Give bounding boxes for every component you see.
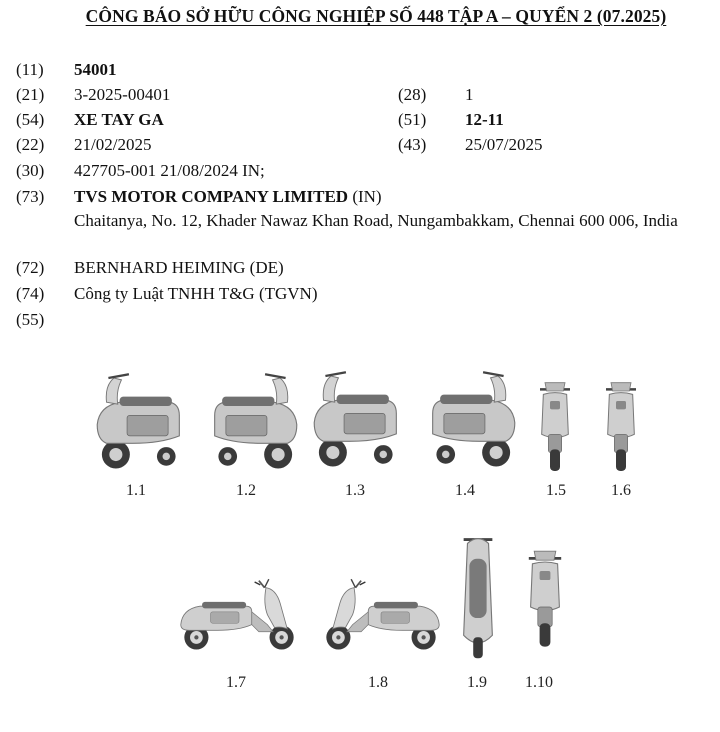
locarno-class: 12-11 [465,110,504,129]
owner-country: (IN) [348,187,382,206]
field-code: (51) [398,110,427,129]
figure-1-1-scooter-image [86,366,198,474]
figure-1-5-scooter-image [530,376,580,476]
figure-1-2-scooter-image [196,366,308,474]
registration-number: 54001 [74,60,117,79]
field-code: (11) [16,60,44,79]
gazette-header: CÔNG BÁO SỞ HỮU CÔNG NGHIỆP SỐ 448 TẬP A – QUYỂN 2 (07.2025) [85,6,667,26]
figure-caption: 1.7 [226,674,246,691]
field-code: (28) [398,85,427,104]
figure-1-7-scooter-image [168,568,310,660]
owner-name: TVS MOTOR COMPANY LIMITED [74,187,349,206]
figure-1-10-scooter-image [518,532,572,664]
design-title: XE TAY GA [74,110,164,129]
figure-1-4-scooter-image [414,362,526,474]
field-code: (55) [16,310,45,329]
priority-data: 427705-001 21/08/2024 IN; [74,161,265,180]
figure-caption: 1.2 [236,482,256,499]
field-code: (73) [16,187,45,206]
figure-caption: 1.5 [546,482,566,499]
figure-1-9-scooter-image [454,530,502,664]
owner-address: Chaitanya, No. 12, Khader Nawaz Khan Road, Nungambakkam, Chennai 600 006, India [74,211,678,230]
application-number: 3-2025-00401 [74,85,171,104]
field-code: (43) [398,135,427,154]
figure-caption: 1.3 [345,482,365,499]
field-code: (30) [16,161,45,180]
figure-caption: 1.8 [368,674,388,691]
field-code: (22) [16,135,45,154]
designer: BERNHARD HEIMING (DE) [74,258,284,277]
figure-caption: 1.1 [126,482,146,499]
publication-date: 25/07/2025 [465,135,543,154]
figure-caption: 1.4 [455,482,475,499]
field-code: (74) [16,284,45,303]
agent: Công ty Luật TNHH T&G (TGVN) [74,284,318,303]
field-code: (72) [16,258,45,277]
filing-date: 21/02/2025 [74,135,152,154]
figure-caption: 1.9 [467,674,487,691]
figure-caption: 1.6 [611,482,631,499]
field-code: (54) [16,110,45,129]
figure-1-6-scooter-image [596,376,646,476]
design-count: 1 [465,85,474,104]
field-code: (21) [16,85,45,104]
figure-1-3-scooter-image [303,362,415,474]
figure-caption: 1.10 [525,674,553,691]
figure-1-8-scooter-image [310,568,452,660]
